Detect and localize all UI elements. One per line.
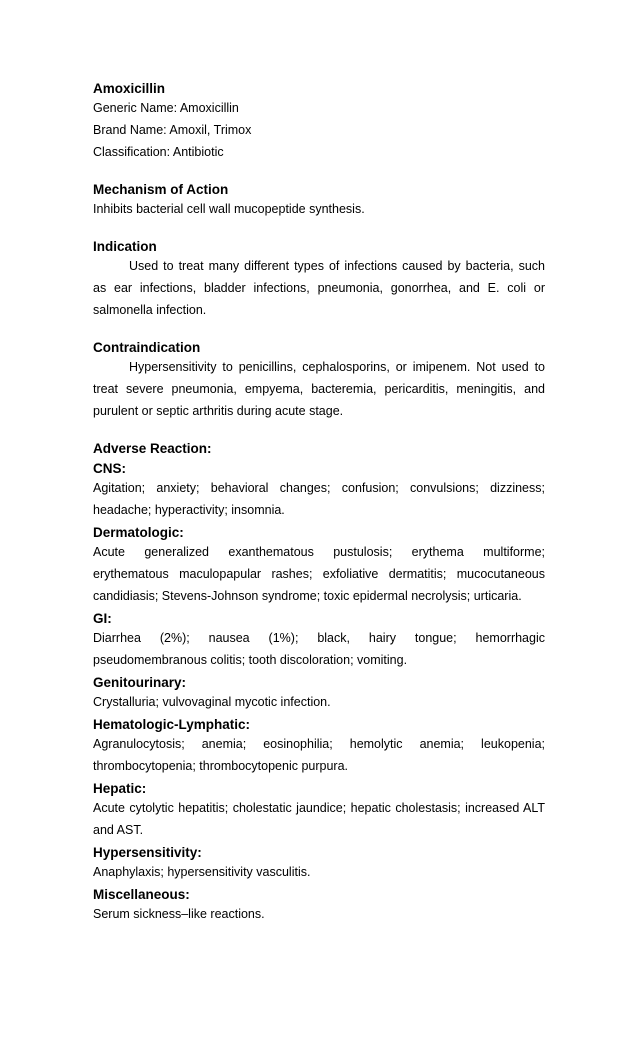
section-line: headache; hyperactivity; insomnia.	[93, 503, 285, 517]
section-title-gi: GI:	[93, 611, 112, 626]
classification: Classification: Antibiotic	[93, 145, 224, 159]
brand-name: Brand Name: Amoxil, Trimox	[93, 123, 252, 137]
contraindication-text	[93, 356, 545, 422]
section-text-genitourinary	[93, 691, 545, 713]
adverse-heading: Adverse Reaction:	[93, 441, 212, 456]
section-title-hematologic-lymphatic: Hematologic-Lymphatic:	[93, 717, 251, 732]
section-line: Acute cytolytic hepatitis; cholestatic jaundice; hepatic cholestasis; increased ALT	[93, 801, 545, 815]
contraindication-line: purulent or septic arthritis during acute stage.	[93, 404, 344, 418]
section-title-cns: CNS:	[93, 461, 126, 476]
section-line: Acute generalized exanthematous pustulosis; erythema multiforme;	[93, 545, 545, 559]
section-line: Agranulocytosis; anemia; eosinophilia; hemolytic anemia; leukopenia;	[93, 737, 545, 751]
section-title-hypersensitivity: Hypersensitivity:	[93, 845, 202, 860]
section-text-hematologic-lymphatic	[93, 733, 545, 777]
section-line: erythematous maculopapular rashes; exfoliative dermatitis; mucocutaneous	[93, 567, 545, 581]
section-text-dermatologic	[93, 541, 545, 607]
section-text-cns	[93, 477, 545, 521]
section-text-hepatic	[93, 797, 545, 841]
indication-text	[93, 255, 545, 321]
indication-line: salmonella infection.	[93, 303, 207, 317]
section-title-dermatologic: Dermatologic:	[93, 525, 184, 540]
section-line: and AST.	[93, 823, 144, 837]
section-line: Diarrhea (2%); nausea (1%); black, hairy tongue; hemorrhagic	[93, 631, 545, 645]
section-line: thrombocytopenia; thrombocytopenic purpura.	[93, 759, 349, 773]
mechanism-heading: Mechanism of Action	[93, 182, 229, 197]
section-title-hepatic: Hepatic:	[93, 781, 147, 796]
section-line: Serum sickness–like reactions.	[93, 907, 265, 921]
section-text-miscellaneous	[93, 903, 545, 925]
indication-heading: Indication	[93, 239, 157, 254]
section-line: candidiasis; Stevens-Johnson syndrome; toxic epidermal necrolysis; urticaria.	[93, 589, 522, 603]
contraindication-heading: Contraindication	[93, 340, 201, 355]
drug-title: Amoxicillin	[93, 81, 166, 96]
indication-line: Used to treat many different types of infections caused by bacteria, such	[129, 259, 545, 273]
section-title-miscellaneous: Miscellaneous:	[93, 887, 190, 902]
section-title-genitourinary: Genitourinary:	[93, 675, 187, 690]
mechanism-text: Inhibits bacterial cell wall mucopeptide synthesis.	[93, 202, 365, 216]
section-line: Crystalluria; vulvovaginal mycotic infection.	[93, 695, 331, 709]
section-text-gi	[93, 627, 545, 671]
indication-line: as ear infections, bladder infections, pneumonia, gonorrhea, and E. coli or	[93, 281, 545, 295]
document-page	[93, 80, 545, 925]
contraindication-line: treat severe pneumonia, empyema, bacteremia, pericarditis, meningitis, and	[93, 382, 545, 396]
section-line: Anaphylaxis; hypersensitivity vasculitis.	[93, 865, 311, 879]
section-line: Agitation; anxiety; behavioral changes; confusion; convulsions; dizziness;	[93, 481, 545, 495]
section-line: pseudomembranous colitis; tooth discoloration; vomiting.	[93, 653, 408, 667]
section-text-hypersensitivity	[93, 861, 545, 883]
contraindication-line: Hypersensitivity to penicillins, cephalosporins, or imipenem. Not used to	[129, 360, 545, 374]
generic-name: Generic Name: Amoxicillin	[93, 101, 239, 115]
